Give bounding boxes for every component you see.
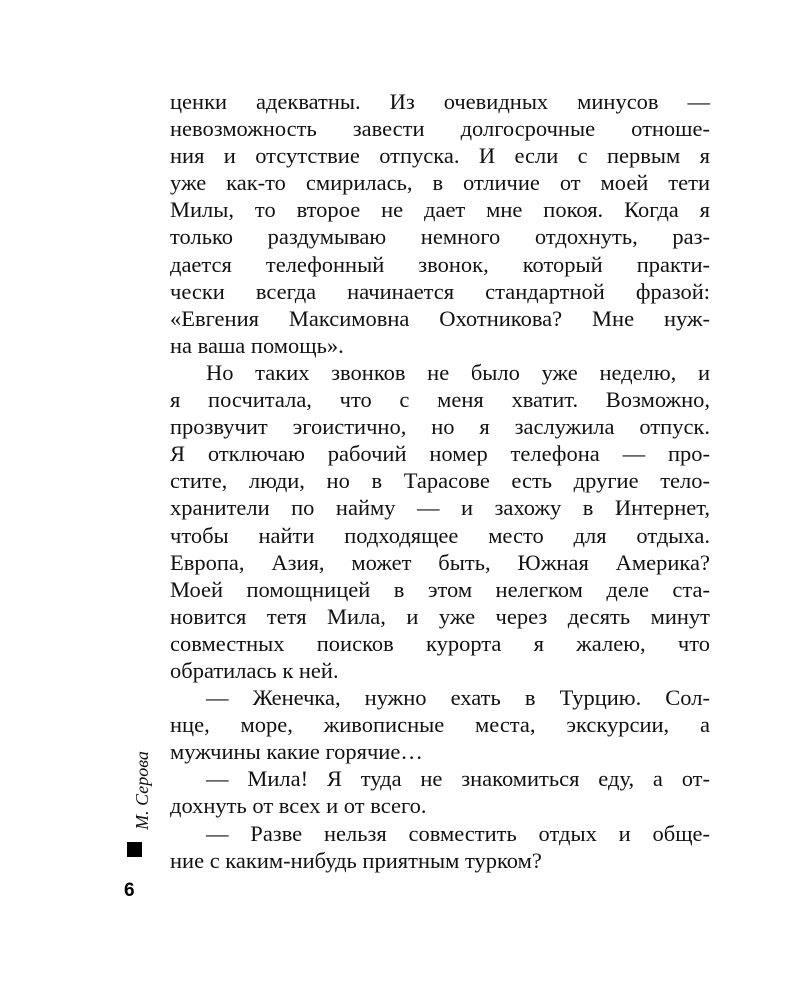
- text-line: ния и отсутствие отпуска. И если с первым я: [170, 143, 710, 169]
- text-line: чески всегда начинается стандартной фразой:: [170, 278, 710, 304]
- text-line: дохнуть от всех и от всего.: [170, 793, 427, 819]
- page-number: 6: [124, 880, 135, 901]
- text-line: Моей помощницей в этом нелегком деле ста-: [170, 576, 710, 602]
- body-text: [170, 88, 710, 874]
- text-line: ценки адекватны. Из очевидных минусов —: [170, 89, 710, 114]
- text-line: «Евгения Максимовна Охотникова? Мне нуж-: [170, 305, 710, 331]
- text-line: Европа, Азия, может быть, Южная Америка?: [170, 549, 710, 575]
- running-head: [122, 740, 162, 840]
- text-line: я посчитала, что с меня хватит. Возможно,: [170, 387, 710, 413]
- square-marker-icon: [127, 842, 142, 857]
- text-line: ние с каким-нибудь приятным турком?: [170, 847, 542, 873]
- text-line: Я отключаю рабочий номер телефона — про-: [170, 441, 710, 467]
- text-line: хранители по найму — и захожу в Интернет,: [170, 495, 710, 521]
- text-line: мужчины какие горячие…: [170, 739, 423, 765]
- text-line: дается телефонный звонок, который практи-: [170, 251, 710, 277]
- text-line: — Мила! Я туда не знакомиться еду, а от-: [206, 766, 710, 792]
- text-line: на ваша помощь».: [170, 332, 344, 358]
- text-line: Милы, то второе не дает мне покоя. Когда я: [170, 197, 710, 223]
- text-line: стите, люди, но в Тарасове есть другие тело-: [170, 468, 710, 494]
- running-head-author: М. Серова: [131, 750, 152, 830]
- text-line: совместных поисков курорта я жалею, что: [170, 630, 710, 656]
- text-line: — Разве нельзя совместить отдых и обще-: [206, 820, 710, 846]
- text-line: — Женечка, нужно ехать в Турцию. Сол-: [206, 685, 710, 711]
- text-line: невозможность завести долгосрочные отноше-: [170, 116, 710, 142]
- text-line: только раздумываю немного отдохнуть, раз-: [170, 224, 710, 250]
- text-line: Но таких звонков не было уже неделю, и: [206, 359, 710, 385]
- text-line: нце, море, живописные места, экскурсии, а: [170, 712, 710, 738]
- text-line: уже как-то смирилась, в отличие от моей тети: [170, 170, 710, 196]
- text-line: новится тетя Мила, и уже через десять минут: [170, 603, 710, 629]
- text-line: прозвучит эгоистично, но я заслужила отпуск.: [170, 414, 710, 440]
- text-line: обратилась к ней.: [170, 657, 339, 683]
- text-line: чтобы найти подходящее место для отдыха.: [170, 522, 710, 548]
